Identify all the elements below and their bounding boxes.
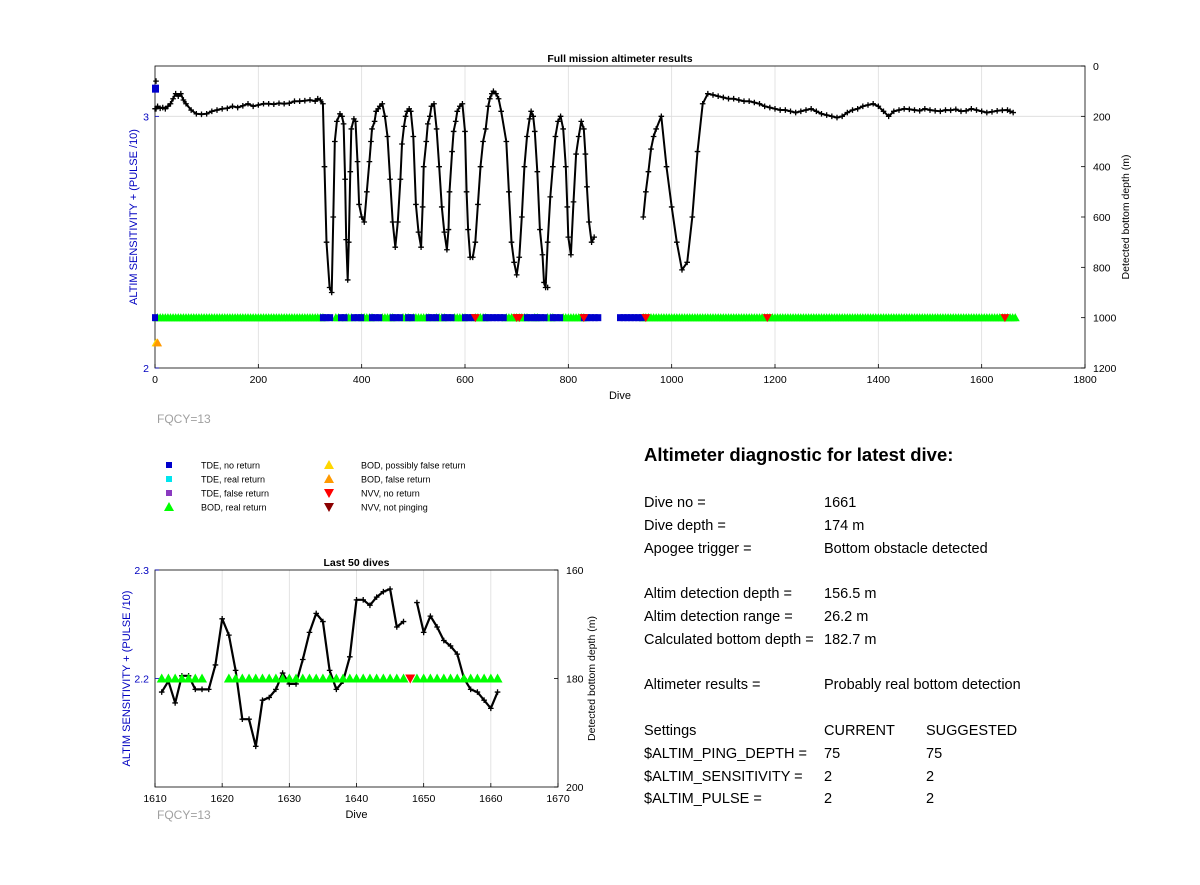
depth-point: [653, 126, 659, 132]
depth-point: [253, 744, 259, 750]
depth-point: [495, 689, 501, 695]
depth-point: [788, 109, 794, 115]
det-depth-row: [644, 583, 1164, 606]
setting-suggested: 2: [926, 791, 935, 808]
setting-name: $ALTIM_PULSE =: [644, 791, 762, 808]
depth-point: [545, 239, 551, 245]
depth-point: [390, 219, 396, 225]
depth-point: [938, 109, 944, 115]
depth-point: [487, 96, 493, 102]
legend-marker: [324, 474, 334, 483]
det-depth-label: Altim detection depth =: [644, 586, 792, 603]
depth-point: [382, 114, 388, 120]
depth-point: [731, 96, 737, 102]
y-right-axis-label: Detected bottom depth (m): [586, 616, 598, 741]
depth-point: [287, 100, 293, 106]
depth-point: [240, 103, 246, 109]
depth-point: [1000, 107, 1006, 113]
depth-point: [453, 119, 459, 125]
depth-point: [233, 668, 239, 674]
depth-point: [989, 109, 995, 115]
depth-point: [230, 103, 236, 109]
depth-point: [528, 109, 534, 115]
depth-point: [932, 108, 938, 114]
det-range-value: 26.2 m: [824, 608, 869, 625]
depth-point: [550, 164, 556, 170]
depth-point: [783, 107, 789, 113]
legend-label: TDE, false return: [201, 488, 270, 499]
depth-point: [576, 134, 582, 140]
depth-point: [368, 139, 374, 145]
depth-point: [483, 126, 489, 132]
depth-point: [439, 204, 445, 210]
suggested-label: SUGGESTED: [926, 722, 1018, 739]
tde-no-return-marker: [397, 314, 403, 321]
depth-point: [214, 107, 220, 113]
depth-point: [516, 254, 522, 260]
depth-point: [447, 189, 453, 195]
depth-point: [958, 109, 964, 115]
calc-depth-value: 182.7 m: [824, 631, 877, 648]
depth-point: [434, 126, 440, 132]
depth-point: [907, 106, 913, 112]
depth-point: [726, 96, 732, 102]
depth-point: [834, 115, 840, 121]
depth-point: [953, 106, 959, 112]
bod-real-return-marker: [493, 674, 503, 683]
depth-point: [356, 202, 362, 208]
dive-no-row: [644, 492, 1164, 515]
depth-point: [246, 716, 252, 722]
depth-point: [514, 272, 520, 278]
depth-point: [532, 129, 538, 135]
depth-point: [721, 95, 727, 101]
x-tick-label: 0: [152, 374, 158, 386]
tde-no-return-marker: [449, 314, 455, 321]
x-tick-label: 1620: [210, 793, 234, 805]
depth-point: [401, 124, 407, 130]
depth-point: [462, 129, 468, 135]
tde-no-return-marker: [595, 314, 601, 321]
depth-point: [659, 114, 665, 120]
x-axis-label: Dive: [608, 390, 632, 402]
depth-point: [865, 102, 871, 108]
fqcy-annotation: FQCY=13: [157, 808, 211, 822]
depth-point: [509, 239, 515, 245]
results-value: Probably real bottom detection: [824, 677, 1021, 694]
depth-point: [473, 239, 479, 245]
depth-point: [994, 108, 1000, 114]
depth-point: [979, 109, 985, 115]
depth-point: [912, 107, 918, 113]
fqcy-annotation: FQCY=13: [157, 412, 211, 426]
setting-name: $ALTIM_PING_DEPTH =: [644, 745, 807, 762]
y-right-tick-label: 0: [1093, 61, 1099, 73]
y-right-tick-label: 800: [1093, 262, 1111, 275]
depth-point: [330, 214, 336, 220]
x-tick-label: 600: [456, 374, 474, 386]
x-tick-label: 1800: [1073, 374, 1097, 386]
depth-point: [345, 277, 351, 283]
det-range-label: Altim detection range =: [644, 608, 793, 625]
y-right-tick-label: 1200: [1093, 363, 1117, 375]
tde-no-return-marker: [433, 314, 439, 321]
depth-point: [271, 101, 277, 107]
depth-point: [573, 151, 579, 157]
depth-point: [307, 630, 313, 636]
depth-point: [307, 97, 313, 103]
depth-point: [974, 107, 980, 113]
calc-depth-label: Calculated bottom depth =: [644, 631, 814, 648]
bod-real-return-marker: [197, 674, 207, 683]
depth-point: [736, 97, 742, 103]
dive-no-label: Dive no =: [644, 495, 706, 511]
x-tick-label: 1660: [479, 793, 503, 805]
depth-point: [427, 114, 433, 120]
depth-point: [213, 662, 219, 668]
y-right-tick-label: 1000: [1093, 312, 1117, 325]
depth-point: [963, 108, 969, 114]
depth-point: [798, 109, 804, 115]
depth-point: [535, 169, 541, 175]
det-range-row: [644, 606, 1164, 629]
apogee-row: [644, 538, 1164, 561]
y-left-tick-label: 2.2: [134, 673, 149, 686]
depth-point: [504, 139, 510, 145]
dive-depth-value: 174 m: [824, 517, 865, 534]
y-right-axis-label: Detected bottom depth (m): [1120, 154, 1132, 280]
depth-point: [485, 103, 491, 109]
depth-point: [449, 149, 455, 155]
tde-no-return-marker: [409, 314, 415, 321]
depth-point: [399, 141, 405, 147]
depth-point: [324, 239, 330, 245]
setting-row: [644, 788, 1164, 811]
depth-point: [329, 290, 335, 296]
depth-point: [475, 202, 481, 208]
setting-suggested: 75: [926, 745, 943, 762]
calc-depth-row: [644, 629, 1164, 652]
x-tick-label: 400: [352, 374, 371, 386]
depth-point: [948, 107, 954, 113]
depth-point: [511, 260, 517, 266]
setting-suggested: 2: [926, 768, 935, 785]
tde-no-return-marker: [152, 314, 158, 321]
diagnostic-panel: [644, 444, 1164, 811]
det-depth-value: 156.5 m: [824, 586, 877, 603]
depth-point: [206, 687, 212, 693]
depth-point: [219, 106, 225, 112]
legend-marker: [166, 476, 172, 482]
depth-point: [199, 687, 205, 693]
diagnostic-title: Altimeter diagnostic for latest dive:: [644, 444, 954, 465]
depth-point: [297, 98, 303, 104]
y-right-tick-label: 400: [1093, 161, 1111, 174]
depth-point: [584, 184, 590, 190]
apogee-label: Apogee trigger =: [644, 540, 752, 557]
settings-header-row: [644, 720, 1164, 743]
setting-current: 2: [824, 791, 833, 808]
depth-point: [563, 164, 569, 170]
spacer: [644, 652, 1164, 675]
legend-label: BOD, possibly false return: [361, 460, 466, 471]
depth-point: [354, 597, 360, 603]
depth-point: [767, 105, 773, 111]
legend-marker: [324, 503, 334, 512]
legend-marker: [166, 462, 172, 468]
tde-no-return-marker: [557, 314, 563, 321]
y-right-tick-label: 160: [566, 565, 584, 577]
legend-label: TDE, no return: [201, 460, 261, 471]
apogee-value: Bottom obstacle detected: [824, 540, 988, 557]
depth-point: [777, 107, 783, 113]
depth-point: [322, 164, 328, 170]
y-right-tick-label: 180: [566, 673, 584, 686]
depth-point: [392, 244, 398, 250]
depth-point: [341, 121, 347, 127]
tde-no-return-marker: [342, 314, 348, 321]
depth-point: [984, 110, 990, 116]
depth-point: [540, 252, 546, 258]
depth-point: [664, 164, 670, 170]
depth-point: [640, 214, 646, 220]
x-tick-label: 1650: [411, 793, 436, 805]
depth-point: [327, 668, 333, 674]
depth-point: [793, 110, 799, 116]
setting-current: 75: [824, 745, 841, 762]
depth-point: [261, 101, 267, 107]
depth-point: [347, 654, 353, 660]
depth-point: [519, 214, 525, 220]
depth-point: [669, 204, 675, 210]
x-tick-label: 1200: [763, 374, 787, 386]
x-tick-label: 1000: [659, 374, 684, 386]
x-tick-label: 1670: [546, 793, 570, 805]
depth-point: [300, 657, 306, 663]
depth-point: [416, 229, 422, 235]
x-tick-label: 1400: [866, 374, 891, 386]
depth-point: [1010, 110, 1016, 116]
tde-no-return-marker: [152, 85, 159, 93]
depth-point: [478, 164, 484, 170]
depth-point: [332, 139, 338, 145]
depth-point: [927, 107, 933, 113]
depth-point: [506, 189, 512, 195]
depth-point: [741, 98, 747, 104]
y-right-tick-label: 600: [1093, 212, 1111, 224]
y-left-tick-label: 2: [143, 363, 149, 375]
depth-point: [421, 164, 427, 170]
depth-point: [578, 119, 584, 125]
depth-point: [537, 227, 543, 233]
depth-point: [292, 98, 298, 104]
depth-point: [772, 106, 778, 112]
results-row: [644, 674, 1164, 697]
depth-point: [480, 139, 486, 145]
depth-point: [436, 164, 442, 170]
depth-point: [387, 176, 393, 182]
y-left-axis-label: ALTIM SENSITIVITY + (PULSE /10): [121, 590, 133, 767]
depth-point: [565, 204, 571, 210]
legend-label: BOD, real return: [201, 502, 267, 513]
tde-no-return-marker: [358, 314, 364, 321]
depth-point: [829, 114, 835, 120]
dive-depth-label: Dive depth =: [644, 517, 726, 534]
y-left-axis-label: ALTIM SENSITIVITY + (PULSE /10): [128, 129, 140, 305]
depth-point: [560, 126, 566, 132]
depth-point: [690, 214, 696, 220]
setting-row: [644, 743, 1164, 766]
x-tick-label: 200: [249, 374, 268, 386]
depth-point: [643, 189, 649, 195]
depth-point: [411, 134, 417, 140]
depth-point: [922, 106, 928, 112]
depth-point: [464, 189, 470, 195]
x-tick-label: 800: [559, 374, 578, 386]
chart-title: Last 50 dives: [323, 557, 390, 569]
depth-point: [824, 112, 830, 118]
depth-point: [240, 716, 246, 722]
depth-point: [651, 134, 657, 140]
depth-point: [418, 244, 424, 250]
y-left-tick-label: 2.3: [134, 565, 149, 577]
depth-point: [367, 159, 373, 165]
depth-point: [281, 101, 287, 107]
depth-point: [153, 78, 159, 84]
chart-title: Full mission altimeter results: [547, 53, 693, 65]
tde-no-return-marker: [501, 314, 507, 321]
depth-point: [901, 106, 907, 112]
depth-point: [342, 176, 348, 182]
tde-no-return-marker: [327, 314, 333, 321]
depth-point: [414, 600, 420, 606]
depth-point: [715, 93, 721, 99]
depth-point: [586, 219, 592, 225]
depth-point: [465, 227, 471, 233]
x-tick-label: 1640: [344, 793, 369, 805]
depth-point: [369, 126, 375, 132]
depth-point: [566, 234, 572, 240]
depth-point: [571, 199, 577, 205]
depth-point: [746, 98, 752, 104]
tde-no-return-marker: [376, 314, 382, 321]
legend-label: TDE, real return: [201, 474, 266, 485]
depth-point: [235, 105, 241, 111]
depth-point: [398, 176, 404, 182]
legend-marker: [164, 502, 174, 511]
depth-point: [385, 134, 391, 140]
depth-point: [674, 239, 680, 245]
spacer: [644, 697, 1164, 720]
depth-point: [266, 101, 272, 107]
depth-point: [425, 121, 431, 127]
dive-no-value: 1661: [824, 495, 857, 511]
y-right-tick-label: 200: [1093, 111, 1111, 124]
depth-point: [969, 106, 975, 112]
legend-marker: [324, 489, 334, 498]
depth-point: [553, 134, 559, 140]
results-label: Altimeter results =: [644, 677, 761, 694]
depth-point: [695, 149, 701, 155]
settings-label: Settings: [644, 722, 697, 739]
depth-point: [413, 202, 419, 208]
setting-row: [644, 766, 1164, 789]
dive-depth-row: [644, 515, 1164, 538]
depth-point: [364, 189, 370, 195]
depth-point: [803, 107, 809, 113]
tde-no-return-marker: [542, 314, 548, 321]
depth-point: [302, 98, 308, 104]
depth-point: [355, 159, 361, 165]
depth-point: [943, 107, 949, 113]
depth-point: [276, 100, 282, 106]
depth-point: [372, 119, 378, 125]
depth-point: [896, 107, 902, 113]
depth-point: [646, 169, 652, 175]
y-left-tick-label: 3: [143, 111, 149, 124]
depth-point: [349, 126, 355, 132]
legend-label: NVV, no return: [361, 488, 420, 499]
legend-label: NVV, not pinging: [361, 502, 428, 513]
depth-point: [568, 252, 574, 258]
depth-point: [172, 700, 178, 706]
depth-point: [710, 92, 716, 98]
depth-point: [583, 151, 589, 157]
y-right-tick-label: 200: [566, 782, 584, 794]
x-tick-label: 1610: [143, 793, 167, 805]
depth-point: [403, 114, 409, 120]
setting-name: $ALTIM_SENSITIVITY =: [644, 768, 803, 785]
depth-point: [423, 139, 429, 145]
depth-point: [395, 219, 401, 225]
depth-point: [648, 146, 654, 152]
depth-point: [444, 247, 450, 253]
current-label: CURRENT: [824, 722, 895, 739]
x-tick-label: 1600: [969, 374, 994, 386]
depth-point: [522, 164, 528, 170]
spacer: [644, 560, 1164, 583]
depth-point: [547, 194, 553, 200]
depth-point: [581, 126, 587, 132]
legend-marker: [166, 490, 172, 496]
depth-point: [498, 109, 504, 115]
depth-point: [420, 204, 426, 210]
depth-point: [752, 100, 758, 106]
x-tick-label: 1630: [277, 793, 302, 805]
depth-point: [334, 119, 340, 125]
legend-label: BOD, false return: [361, 474, 431, 485]
x-axis-label: Dive: [345, 809, 368, 821]
depth-point: [348, 169, 354, 175]
legend-marker: [324, 460, 334, 469]
setting-current: 2: [824, 768, 833, 785]
depth-point: [225, 105, 231, 111]
depth-point: [451, 129, 457, 135]
depth-point: [917, 108, 923, 114]
depth-point: [524, 134, 530, 140]
depth-point: [256, 102, 262, 108]
depth-line: [155, 91, 1013, 292]
